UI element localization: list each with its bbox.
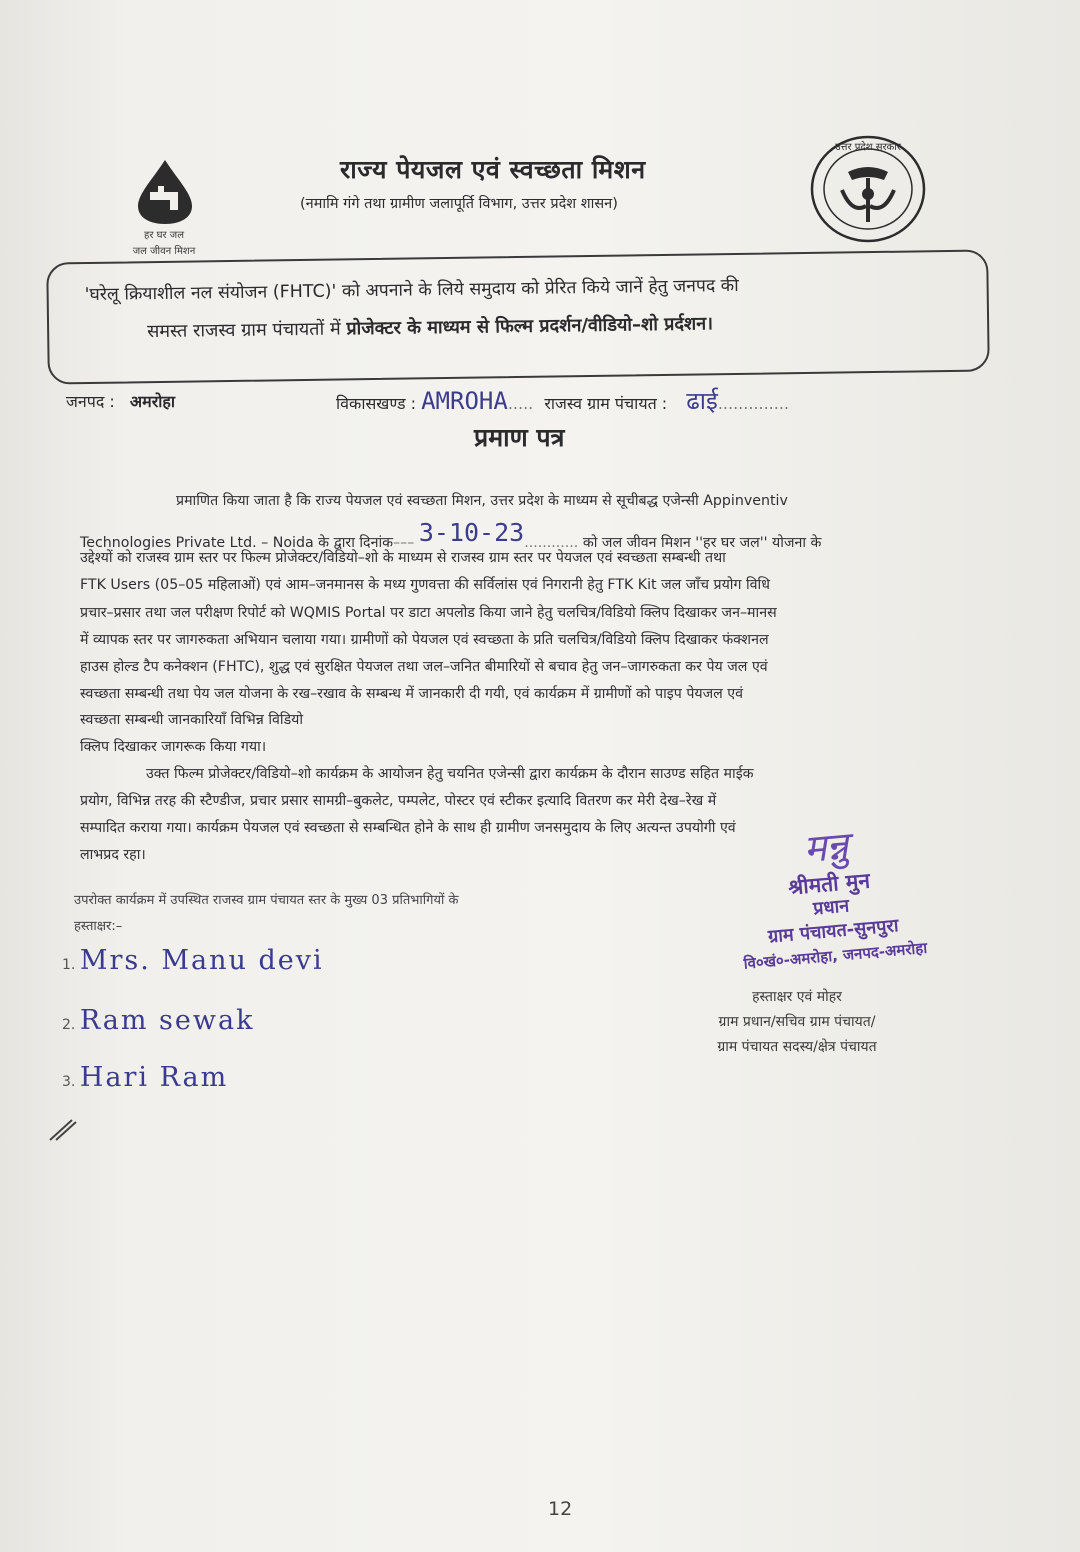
participants-label bbox=[74, 888, 459, 940]
stamp-name: श्रीमती मुन bbox=[787, 868, 871, 900]
body-line: उक्त फिल्म प्रोजेक्टर/विडियो–शो कार्यक्रम के आयोजन हेतु चयनित एजेन्सी द्वारा कार्यक्रम के दौरान साउण्ड सहित माईक bbox=[146, 766, 754, 782]
participant-2 bbox=[62, 1005, 254, 1036]
participant-number: 2. bbox=[62, 1017, 76, 1033]
stamp-designation: प्रधान bbox=[812, 895, 851, 920]
banner-line-2-bold: प्रोजेक्टर के माध्यम से फिल्म प्रदर्शन/वीडियो–शो प्रर्दशन। bbox=[346, 313, 714, 340]
block-label: विकासखण्ड : bbox=[336, 394, 417, 413]
body-line: उद्देश्यों को राजस्व ग्राम स्तर पर फिल्म प्रोजेक्टर/विडियो–शो के माध्यम से राजस्व ग्राम स्तर पर पेयजल एवं स्वच्छता सम्बन्धी तथा bbox=[80, 550, 726, 566]
body-line: क्लिप दिखाकर जागरूक किया गया। bbox=[80, 739, 267, 755]
emblem-text: उत्तर प्रदेश सरकार bbox=[835, 142, 901, 153]
participant-name: Mrs. Manu devi bbox=[79, 945, 324, 976]
district-label: जनपद : bbox=[66, 392, 115, 411]
participant-number: 3. bbox=[62, 1074, 76, 1090]
stamp-block: वि०खं०-अमरोहा, जनपद-अमरोहा bbox=[742, 938, 928, 973]
certificate-title: प्रमाण पत्र bbox=[474, 423, 565, 452]
panchayat-label: राजस्व ग्राम पंचायत : bbox=[544, 394, 668, 413]
banner-line-1: 'घरेलू क्रियाशील नल संयोजन (FHTC)' को अपनाने के लिये समुदाय को प्रेरित किये जानें हेतु जनपद की bbox=[84, 275, 739, 306]
participant-1 bbox=[62, 945, 324, 976]
body-line-part: Technologies Private Ltd. – Noida के द्वारा दिनांक bbox=[80, 535, 394, 551]
body-line-with-date: Technologies Private Ltd. – Noida के द्वारा दिनांक––– 3-10-23............ को जल जीवन मिशन ''हर घर जल'' योजना के bbox=[80, 518, 822, 551]
up-government-emblem bbox=[808, 134, 928, 248]
participant-name: Hari Ram bbox=[79, 1062, 229, 1093]
block-field: विकासखण्ड : AMROHA..... राजस्व ग्राम पंचायत : ढाई.............. bbox=[336, 387, 790, 415]
panchayat-value: ढाई bbox=[686, 387, 718, 415]
body-line: प्रयोग, विभिन्न तरह की स्टैण्डीज, प्रचार प्रसार सामग्री–बुकलेट, पम्पलेट, पोस्टर एवं स्टीकर इत्यादि वितरण कर मेरी देख–रेख में bbox=[80, 793, 717, 809]
body-line: हाउस होल्ड टैप कनेक्शन (FHTC), शुद्ध एवं सुरक्षित पेयजल तथा जल–जनित बीमारियों से बचाव हेतु जन–जागरुकता कर पेय जल एवं bbox=[80, 659, 768, 675]
mission-title: राज्य पेयजल एवं स्वच्छता मिशन bbox=[340, 155, 646, 184]
body-line: प्रमाणित किया जाता है कि राज्य पेयजल एवं स्वच्छता मिशन, उत्तर प्रदेश के माध्यम से सूचीबद्ध एजेन्सी Appinventiv bbox=[176, 493, 788, 509]
participant-number: 1. bbox=[62, 957, 76, 973]
signature-caption-line: ग्राम प्रधान/सचिव ग्राम पंचायत/ bbox=[718, 1014, 876, 1030]
signature-scrawl: मन्नु bbox=[801, 823, 850, 872]
signature-caption-line: ग्राम पंचायत सदस्य/क्षेत्र पंचायत bbox=[717, 1039, 877, 1055]
body-line: प्रचार–प्रसार तथा जल परीक्षण रिपोर्ट को WQMIS Portal पर डाटा अपलोड किया जाने हेतु चलचित्र/विडियो क्लिप दिखाकर जन–मानस bbox=[80, 605, 777, 621]
district-value: अमरोहा bbox=[129, 392, 176, 411]
body-line-part: को जल जीवन मिशन ''हर घर जल'' योजना के bbox=[582, 535, 822, 551]
block-value: AMROHA bbox=[421, 387, 508, 415]
up-emblem-icon bbox=[808, 134, 928, 244]
pen-tick-mark bbox=[46, 1114, 86, 1144]
handwritten-date: 3-10-23 bbox=[418, 518, 525, 547]
participants-label-line: उपरोक्त कार्यक्रम में उपस्थित राजस्व ग्राम पंचायत स्तर के मुख्य 03 प्रतिभागियों के bbox=[74, 893, 459, 908]
body-line: सम्पादित कराया गया। कार्यक्रम पेयजल एवं स्वच्छता से सम्बन्धित होने के साथ ही ग्रामीण जनसमुदाय के लिए अत्यन्त उपयोगी एवं bbox=[80, 820, 736, 836]
banner-line-2-prefix: समस्त राजस्व ग्राम पंचायतों में bbox=[147, 318, 347, 343]
water-drop-tap-icon bbox=[130, 158, 200, 226]
signature-caption-line: हस्ताक्षर एवं मोहर bbox=[752, 989, 842, 1005]
participants-label-line: हस्ताक्षर:– bbox=[74, 919, 123, 934]
pradhan-signature-stamp bbox=[684, 808, 976, 980]
participant-3 bbox=[62, 1062, 228, 1093]
logo-caption: हर घर जल bbox=[144, 230, 184, 241]
mission-subtitle: (नमामि गंगे तथा ग्रामीण जलापूर्ति विभाग, उत्तर प्रदेश शासन) bbox=[300, 196, 618, 212]
signature-caption bbox=[672, 985, 922, 1060]
page-number: 12 bbox=[548, 1498, 573, 1520]
har-ghar-jal-logo bbox=[110, 158, 218, 258]
logo-subcaption: जल जीवन मिशन bbox=[132, 246, 196, 257]
participant-name: Ram sewak bbox=[79, 1005, 255, 1036]
body-line: स्वच्छता सम्बन्धी जानकारियाँ विभिन्न विडियो bbox=[80, 712, 304, 728]
banner-line-2 bbox=[147, 311, 713, 343]
stamp-panchayat: ग्राम पंचायत-सुनपुरा bbox=[767, 915, 900, 948]
body-line: स्वच्छता सम्बन्धी तथा पेय जल योजना के रख–रखाव के सम्बन्ध में जानकारी दी गयी, एवं कार्यक्रम में ग्रामीणों को पाइप पेयजल एवं bbox=[80, 686, 744, 702]
body-line: FTK Users (05–05 महिलाओं) एवं आम–जनमानस के मध्य गुणवत्ता की सर्विलांस एवं निगरानी हेतु FTK Kit जल जाँच प्रयोग विधि bbox=[80, 577, 770, 593]
district-field bbox=[66, 390, 175, 412]
scheme-banner bbox=[46, 249, 990, 384]
body-line: लाभप्रद रहा। bbox=[80, 847, 146, 863]
body-line: में व्यापक स्तर पर जागरुकता अभियान चलाया गया। ग्रामीणों को पेयजल एवं स्वच्छता के प्रति चलचित्र/विडियो क्लिप दिखाकर फंक्शनल bbox=[80, 632, 769, 648]
